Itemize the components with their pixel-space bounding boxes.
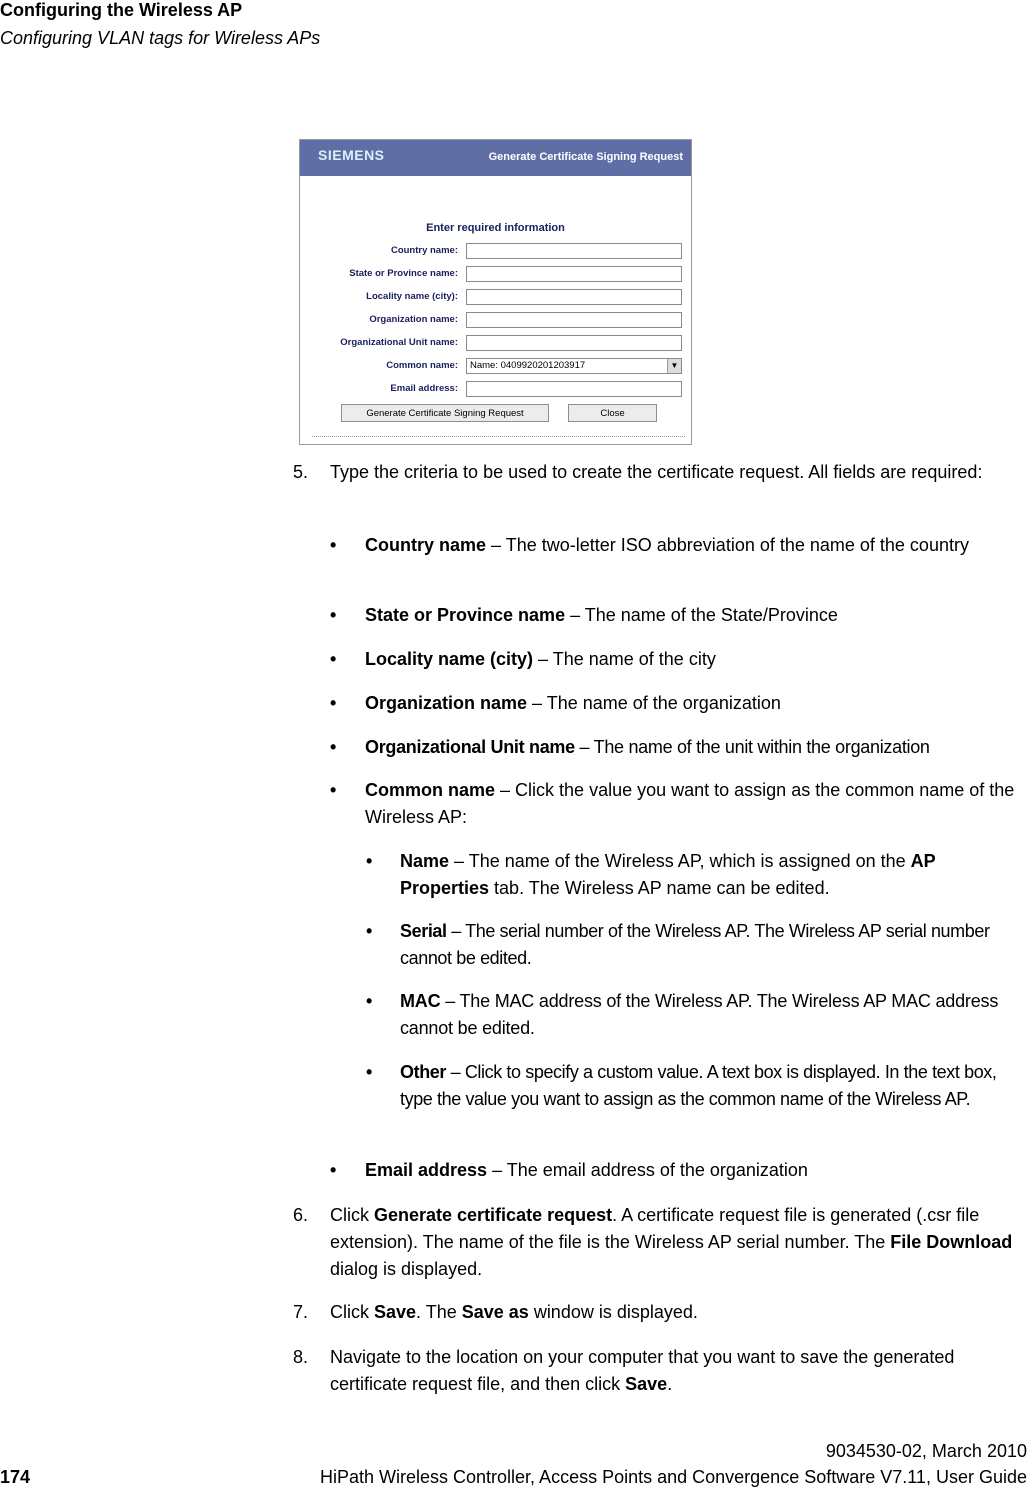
step-text-part: Navigate to the location on your computer that you want to save the generated certificate request file, and then click (330, 1347, 955, 1394)
dialog-title: Generate Certificate Signing Request (488, 151, 683, 163)
bullet-term: Email address (365, 1160, 488, 1180)
bullet-desc: – The MAC address of the Wireless AP. The Wireless AP MAC address cannot be edited. (400, 991, 999, 1038)
bullet-term: Serial (400, 921, 447, 941)
organization-input[interactable] (466, 312, 682, 328)
state-label: State or Province name: (349, 268, 458, 279)
bullet-text (400, 988, 1028, 1042)
step-text-part: dialog is displayed. (330, 1259, 483, 1279)
bullet-icon: • (330, 605, 337, 625)
state-input[interactable] (466, 266, 682, 282)
bullet-text (365, 532, 1029, 559)
brand-logo: SIEMENS (318, 147, 385, 163)
email-input[interactable] (466, 381, 682, 397)
bullet-text (365, 734, 1029, 761)
bullet-desc: – The name of the city (533, 649, 716, 669)
step-text-part: Click (330, 1302, 374, 1322)
bullet-icon: • (366, 921, 373, 941)
step-text: Type the criteria to be used to create the certificate request. All fields are required: (330, 462, 983, 482)
bullet-desc: – Click to specify a custom value. A text box is displayed. In the text box, type the value you want to assign as the common name of the Wireless AP. (400, 1062, 997, 1109)
step-emphasis: Generate certificate request (374, 1205, 613, 1225)
bullet-term: Organizational Unit name (365, 737, 575, 757)
step-text-part: window is displayed. (528, 1302, 698, 1322)
email-label: Email address: (390, 383, 458, 394)
step-text-part: Click (330, 1205, 374, 1225)
bullet-term: Other (400, 1062, 447, 1082)
step-emphasis: Save as (461, 1302, 529, 1322)
organization-label: Organization name: (369, 314, 458, 325)
step-emphasis: Save (374, 1302, 417, 1322)
bullet-emphasis: AP Properties (400, 851, 936, 898)
bullet-icon: • (366, 1062, 373, 1082)
organization-row (300, 312, 691, 330)
bullet-desc: – Click the value you want to assign as the common name of the Wireless AP: (365, 780, 1015, 827)
bullet-term: Organization name (365, 693, 528, 713)
dialog-divider (312, 436, 685, 437)
step-number: 8. (293, 1347, 309, 1367)
dialog-heading: Enter required information (426, 222, 565, 234)
step-number: 7. (293, 1302, 309, 1322)
bullet-desc: – The name of the organization (527, 693, 781, 713)
org-unit-row (300, 335, 691, 353)
bullet-term: Name (400, 851, 450, 871)
country-input[interactable] (466, 243, 682, 259)
country-label: Country name: (390, 245, 458, 256)
state-row (300, 266, 691, 284)
dialog-banner (300, 140, 691, 176)
bullet-text (365, 690, 1029, 717)
bullet-desc-end: tab. The Wireless AP name can be edited. (489, 878, 830, 898)
step-text (330, 1344, 990, 1398)
bullet-desc: – The name of the unit within the organization (574, 737, 930, 757)
generate-csr-button[interactable]: Generate Certificate Signing Request (341, 404, 549, 422)
locality-row (300, 289, 691, 307)
bullet-text (400, 848, 1028, 902)
bullet-text (400, 918, 1028, 972)
step-number: 6. (293, 1205, 309, 1225)
bullet-term: State or Province name (365, 605, 566, 625)
step-text-part: . A certificate request file is generated (.csr file extension). The name of the file is the Wireless AP serial number. The (330, 1205, 980, 1252)
country-row (300, 243, 691, 261)
close-button[interactable]: Close (568, 404, 657, 422)
common-name-select[interactable] (466, 358, 682, 374)
bullet-term: MAC (400, 991, 441, 1011)
bullet-desc: – The two-letter ISO abbreviation of the name of the country (486, 535, 969, 555)
bullet-desc: – The name of the State/Province (565, 605, 838, 625)
step-text (330, 1299, 1010, 1326)
bullet-desc: – The serial number of the Wireless AP. The Wireless AP serial number cannot be edited. (400, 921, 990, 968)
common-name-value: Name: 0409920201203917 (470, 360, 586, 371)
bullet-desc: – The email address of the organization (487, 1160, 808, 1180)
footer-doc-number: 9034530-02, March 2010 (825, 1441, 1027, 1461)
chevron-down-icon[interactable]: ▼ (667, 359, 681, 373)
step-emphasis: Save (625, 1374, 668, 1394)
bullet-text (365, 646, 1029, 673)
org-unit-input[interactable] (466, 335, 682, 351)
bullet-icon: • (366, 851, 373, 871)
step-text-part: . The (416, 1302, 462, 1322)
bullet-icon: • (330, 780, 337, 800)
bullet-icon: • (330, 649, 337, 669)
locality-input[interactable] (466, 289, 682, 305)
step-number: 5. (293, 462, 309, 482)
bullet-text (365, 1157, 1029, 1184)
email-row (300, 381, 691, 399)
csr-dialog (299, 139, 692, 445)
page-subsection-title: Configuring VLAN tags for Wireless APs (0, 28, 321, 48)
locality-label: Locality name (city): (366, 291, 458, 302)
bullet-term: Locality name (city) (365, 649, 534, 669)
step-emphasis: File Download (890, 1232, 1013, 1252)
bullet-text (365, 602, 1029, 629)
bullet-icon: • (330, 1160, 337, 1180)
org-unit-label: Organizational Unit name: (340, 337, 458, 348)
bullet-icon: • (330, 693, 337, 713)
bullet-icon: • (330, 737, 337, 757)
step-text (330, 1202, 1020, 1283)
bullet-icon: • (366, 991, 373, 1011)
step-text-part: . (667, 1374, 673, 1394)
bullet-term: Common name (365, 780, 496, 800)
page-number: 174 (0, 1467, 31, 1487)
common-name-label: Common name: (386, 360, 458, 371)
footer-guide-title: HiPath Wireless Controller, Access Points and Convergence Software V7.11, User Guide (319, 1467, 1027, 1487)
page-section-title: Configuring the Wireless AP (0, 0, 243, 20)
bullet-text (365, 777, 1015, 831)
bullet-desc: – The name of the Wireless AP, which is assigned on the (449, 851, 911, 871)
bullet-text (400, 1059, 1028, 1113)
common-name-row (300, 358, 691, 376)
bullet-icon: • (330, 535, 337, 555)
bullet-term: Country name (365, 535, 487, 555)
